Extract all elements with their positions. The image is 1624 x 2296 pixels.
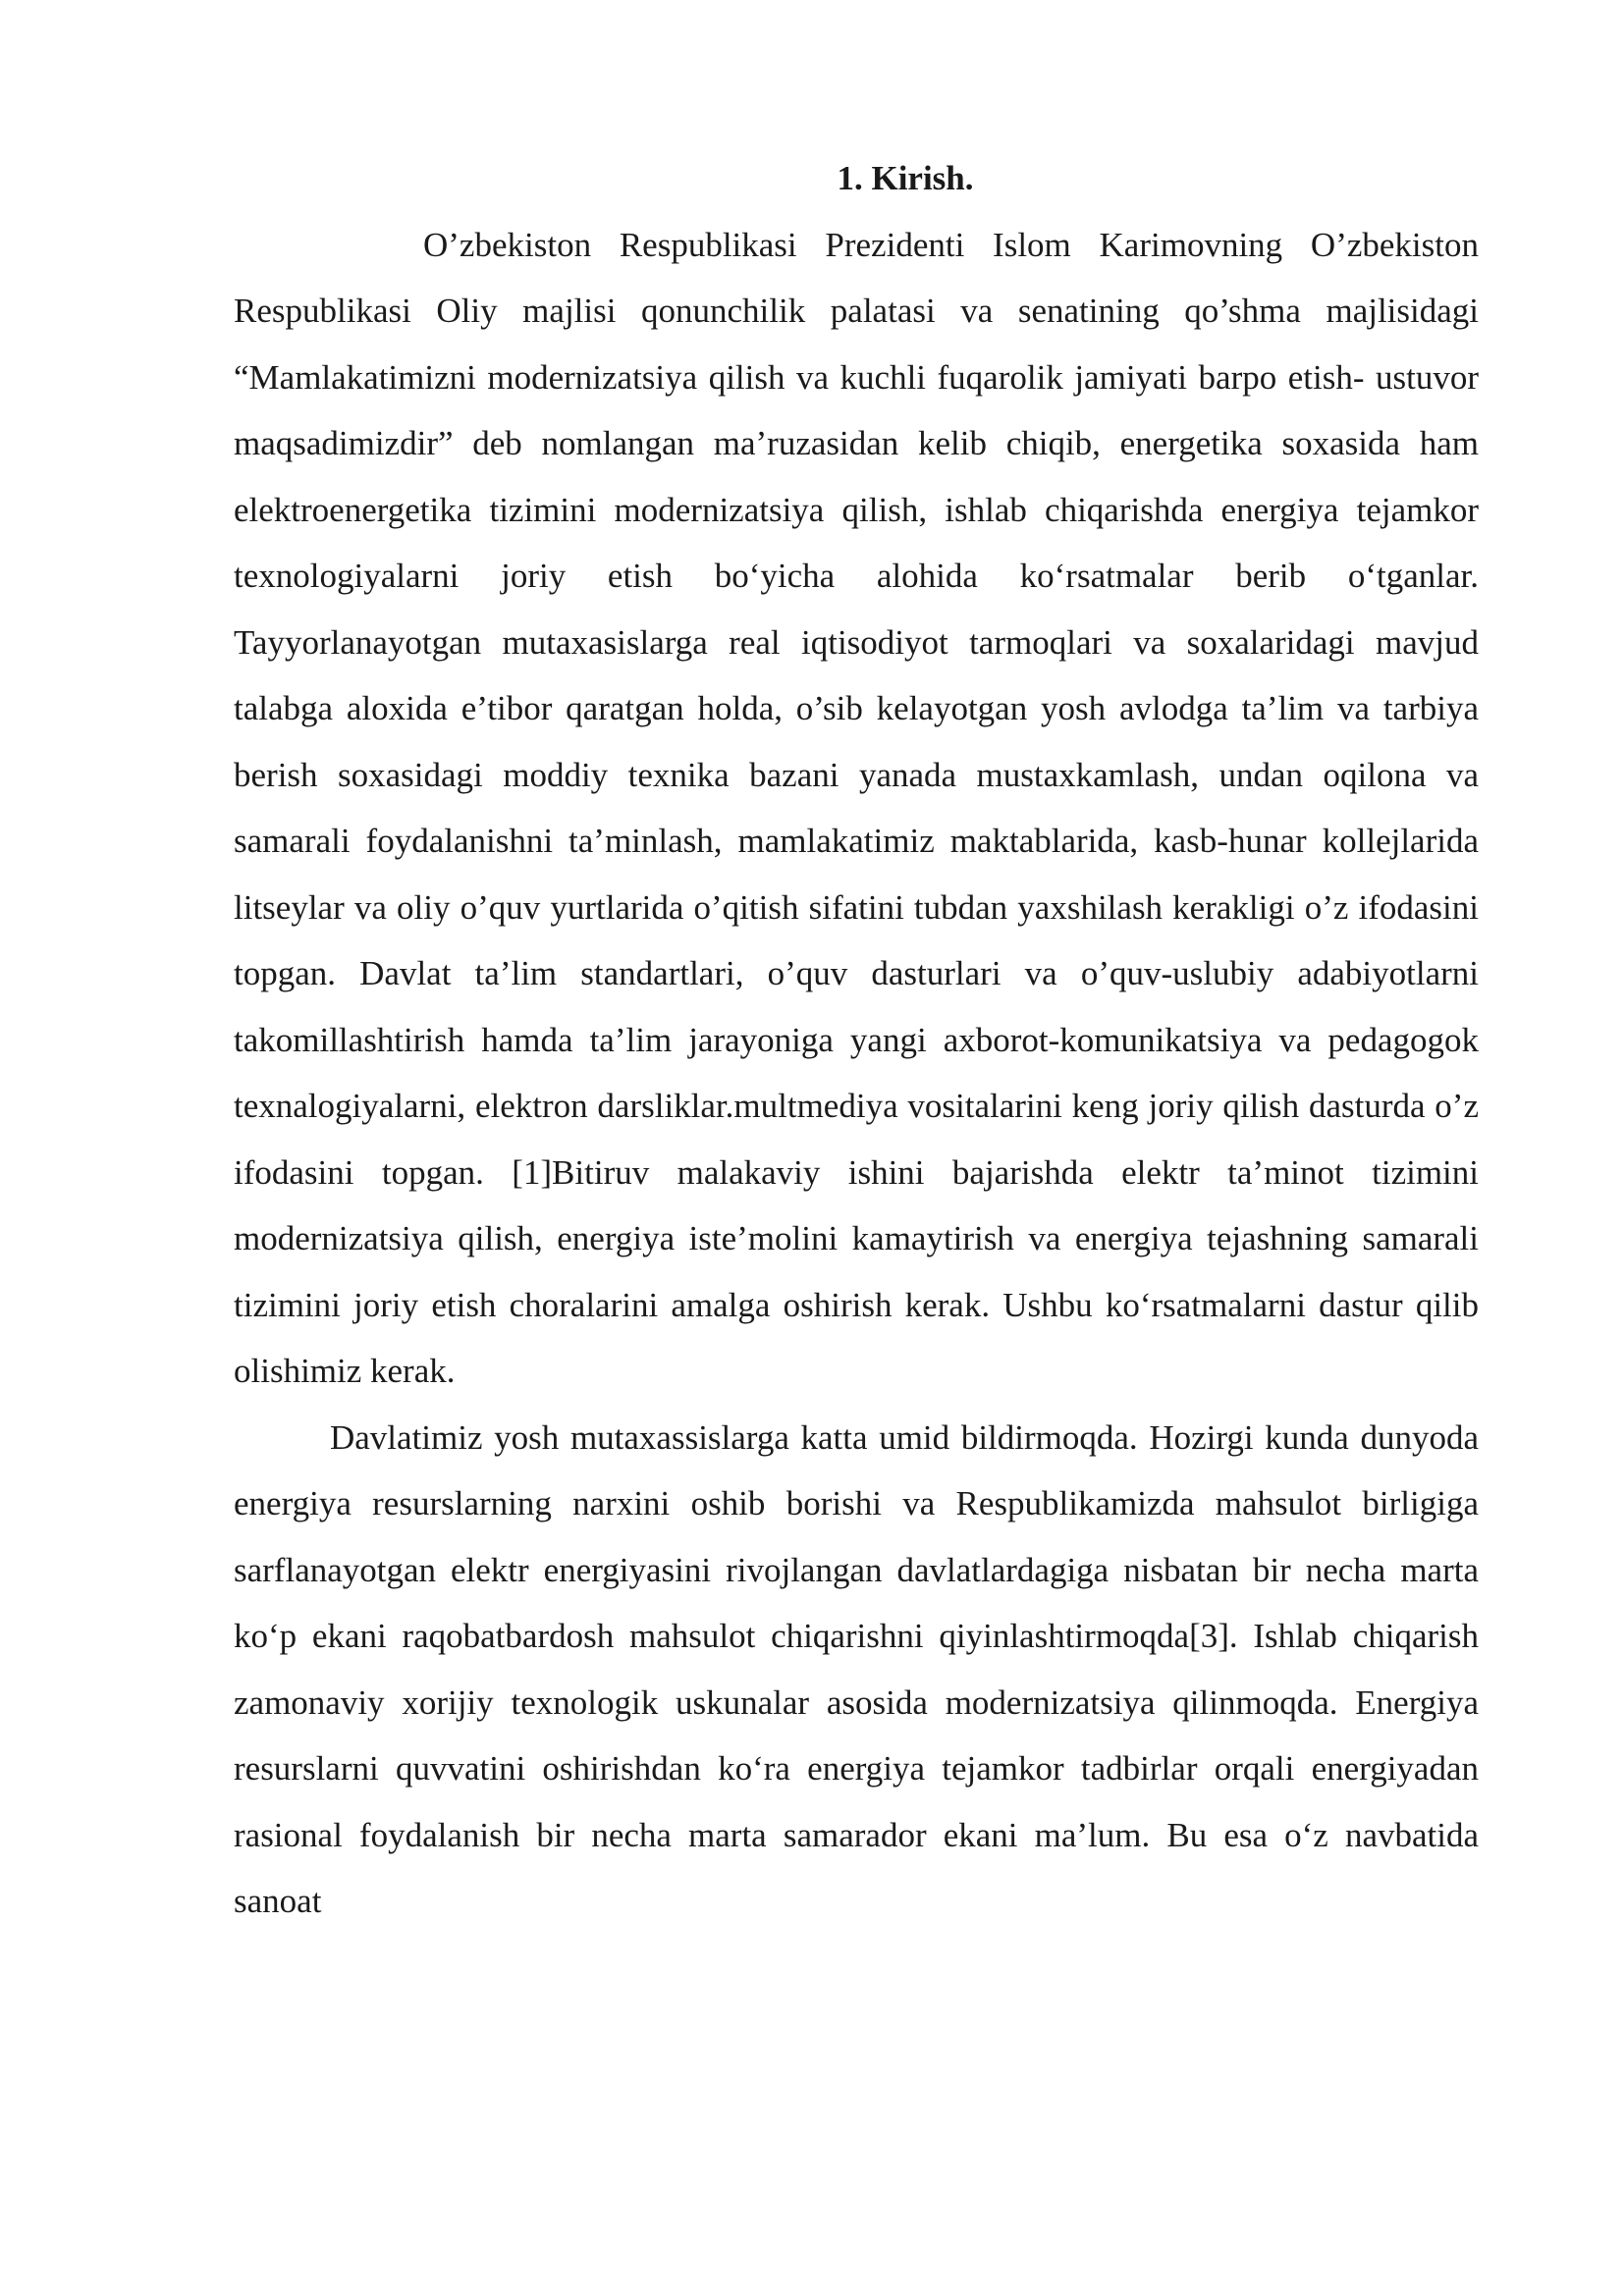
paragraph-intro: O’zbekiston Respublikasi Prezidenti Islom Karimovning O’zbekiston Respublikasi Oliy majlisi qonunchilik palatasi va senatining qo’shma majlisidagi “Mamlakatimizni modernizatsiya qilish va kuchli fuqarolik jamiyati barpo etish- ustuvor maqsadimizdir” deb nomlangan ma’ruzasidan kelib chiqib, energetika soxasida ham elektroenergetika tizimini modernizatsiya qilish, ishlab chiqarishda energiya tejamkor texnologiyalarni joriy etish bo‘yicha alohida ko‘rsatmalar berib o‘tganlar. Tayyorlanayotgan mutaxasislarga real iqtisodiyot tarmoqlari va soxalaridagi mavjud talabga aloxida e’tibor qaratgan holda, o’sib kelayotgan yosh avlodga ta’lim va tarbiya berish soxasidagi moddiy texnika bazani yanada mustaxkamlash, undan oqilona va samarali foydalanishni ta’minlash, mamlakatimiz maktablarida, kasb-hunar kollejlarida litseylar va oliy o’quv yurtlarida o’qitish sifatini tubdan yaxshilash kerakligi o’z ifodasini topgan. Davlat ta’lim standartlari, o’quv dasturlari va o’quv-uslubiy adabiyotlarni takomillashtirish hamda ta’lim jarayoniga yangi axborot-komunikatsiya va pedagogok texnalogiyalarni, elektron darsliklar.multmediya vositalarini keng joriy qilish dasturda o’z ifodasini topgan. [1]Bitiruv malakaviy ishini bajarishda elektr ta’minot tizimini modernizatsiya qilish, energiya iste’molini kamaytirish va energiya tejashning samarali tizimini joriy etish choralarini amalga oshirish kerak. Ushbu ko‘rsatmalarni dastur qilib olishimiz kerak.: [234, 225, 1479, 1390]
section-heading: 1. Kirish.: [837, 159, 974, 197]
document-body: [234, 145, 1479, 1935]
paragraph-second: Davlatimiz yosh mutaxassislarga katta umid bildirmoqda. Hozirgi kunda dunyoda energiya resurslarning narxini oshib borishi va Respublikamizda mahsulot birligiga sarflanayotgan elektr energiyasini rivojlangan davlatlardagiga nisbatan bir necha marta ko‘p ekani raqobatbardosh mahsulot chiqarishni qiyinlashtirmoqda[3]. Ishlab chiqarish zamonaviy xorijiy texnologik uskunalar asosida modernizatsiya qilinmoqda. Energiya resurslarni quvvatini oshirishdan ko‘ra energiya tejamkor tadbirlar orqali energiyadan rasional foydalanish bir necha marta samarador ekani ma’lum. Bu esa o‘z navbatida sanoat: [234, 1417, 1479, 1920]
